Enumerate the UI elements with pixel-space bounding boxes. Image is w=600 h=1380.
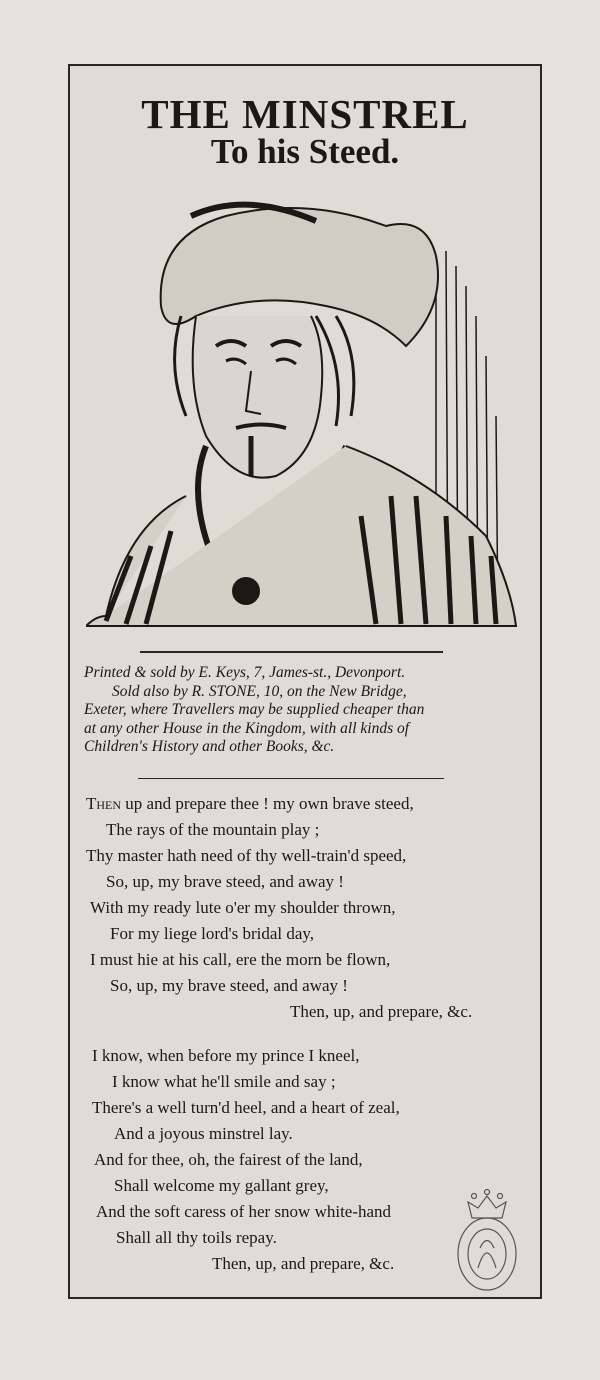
imprint-line: Sold also by R. STONE, 10, on the New Bridge,	[112, 682, 407, 700]
title-main: THE MINSTREL	[141, 91, 469, 137]
poem-refrain: Then, up, and prepare, &c.	[212, 1254, 395, 1273]
poem-line: So, up, my brave steed, and away !	[110, 976, 348, 995]
poem-line: There's a well turn'd heel, and a heart of zeal,	[92, 1098, 400, 1117]
poem-line: And for thee, oh, the fairest of the land,	[94, 1150, 363, 1169]
poem-refrain: Then, up, and prepare, &c.	[290, 1002, 473, 1021]
poem-line: I know, when before my prince I kneel,	[92, 1046, 360, 1065]
poem-line: Shall welcome my gallant grey,	[114, 1176, 329, 1195]
imprint-line: Printed & sold by E. Keys, 7, James-st., Devonport.	[84, 664, 406, 681]
poem-line: The rays of the mountain play ;	[106, 820, 320, 839]
minstrel-woodcut-portrait	[86, 196, 522, 636]
face	[193, 316, 323, 478]
poem-line: With my ready lute o'er my shoulder thrown,	[90, 898, 396, 917]
poem-line: I must hie at his call, ere the morn be flown,	[90, 950, 391, 969]
imprint-line: Children's History and other Books, &c.	[84, 738, 335, 755]
poem-line: And the soft caress of her snow white-hand	[96, 1202, 392, 1221]
broadside-sheet	[68, 64, 542, 1299]
divider-top	[140, 651, 443, 653]
poem-line: Shall all thy toils repay.	[116, 1228, 277, 1247]
title-subtitle: To his Steed.	[210, 132, 400, 171]
poem-line: Then up and prepare thee ! my own brave steed,	[86, 794, 414, 813]
imprint-line: at any other House in the Kingdom, with all kinds of	[84, 719, 410, 737]
divider-bottom	[138, 778, 444, 779]
library-stamp	[454, 1188, 520, 1294]
poem-line: And a joyous minstrel lay.	[114, 1124, 293, 1143]
poem-line: I know what he'll smile and say ;	[112, 1072, 336, 1091]
poem-line: So, up, my brave steed, and away !	[106, 872, 344, 891]
imprint-line: Exeter, where Travellers may be supplied cheaper than	[84, 701, 425, 718]
imprint-block	[84, 664, 524, 757]
poem-line: For my liege lord's bridal day,	[110, 924, 315, 943]
poem-line: Thy master hath need of thy well-train'd speed,	[86, 846, 407, 865]
